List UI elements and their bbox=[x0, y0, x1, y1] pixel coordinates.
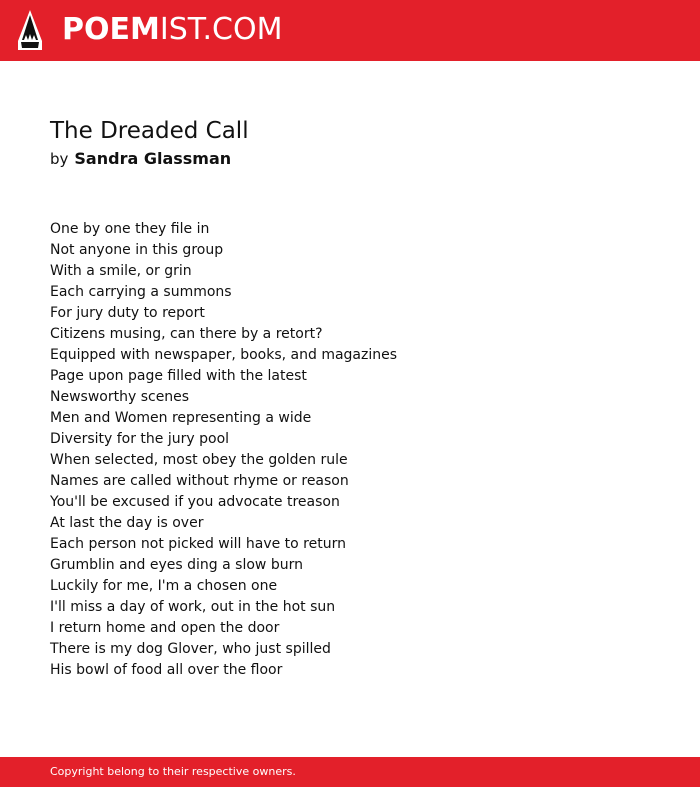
poem-line: I return home and open the door bbox=[50, 620, 280, 636]
poem-line: At last the day is over bbox=[50, 515, 204, 531]
poem-body bbox=[50, 219, 397, 681]
poem-line: With a smile, or grin bbox=[50, 263, 192, 279]
copyright-text: Copyright belong to their respective owners. bbox=[50, 765, 296, 778]
fountain-pen-nib-icon[interactable] bbox=[17, 9, 43, 51]
poem-line: Each person not picked will have to return bbox=[50, 536, 346, 552]
site-header bbox=[0, 0, 700, 61]
poem-line: Not anyone in this group bbox=[50, 242, 224, 258]
poem-line: Equipped with newspaper, books, and magazines bbox=[50, 347, 398, 363]
poem-line: Newsworthy scenes bbox=[50, 389, 190, 405]
poem-byline bbox=[50, 149, 231, 169]
poem-line: You'll be excused if you advocate treason bbox=[50, 494, 340, 510]
poem-line: Each carrying a summons bbox=[50, 284, 232, 300]
poem-line: Citizens musing, can there by a retort? bbox=[50, 326, 323, 342]
poem-line: When selected, most obey the golden rule bbox=[50, 452, 348, 468]
poem-line: Luckily for me, I'm a chosen one bbox=[50, 578, 278, 594]
by-label: by bbox=[50, 150, 69, 168]
poem-line: His bowl of food all over the floor bbox=[50, 662, 283, 678]
poem-line: Diversity for the jury pool bbox=[50, 431, 230, 447]
poem-line: I'll miss a day of work, out in the hot sun bbox=[50, 599, 336, 615]
poem-line: There is my dog Glover, who just spilled bbox=[50, 641, 331, 657]
logo-text-light: IST.COM bbox=[159, 12, 283, 47]
poem-line: Page upon page filled with the latest bbox=[50, 368, 307, 384]
poem-line: Men and Women representing a wide bbox=[50, 410, 312, 426]
poem-line: One by one they file in bbox=[50, 221, 210, 237]
site-footer bbox=[0, 757, 700, 787]
poem-author: Sandra Glassman bbox=[74, 149, 232, 168]
site-logo[interactable] bbox=[62, 12, 282, 48]
logo-text-bold: POEM bbox=[62, 12, 160, 47]
poem-line: Grumblin and eyes ding a slow burn bbox=[50, 557, 303, 573]
poem-line: Names are called without rhyme or reason bbox=[50, 473, 349, 489]
poem-line: For jury duty to report bbox=[50, 305, 205, 321]
poem-title: The Dreaded Call bbox=[50, 118, 249, 144]
